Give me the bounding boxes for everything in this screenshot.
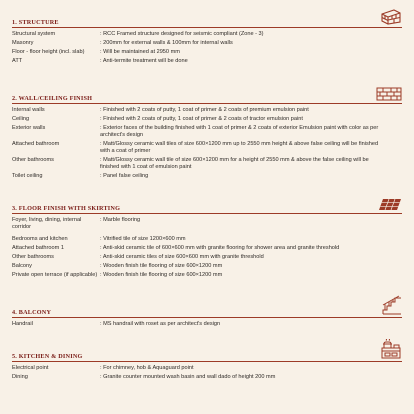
spec-row	[12, 271, 402, 280]
spec-label: Balcony	[12, 263, 32, 269]
spec-label: Masonry	[12, 40, 34, 46]
section-structure	[12, 10, 402, 66]
spec-row	[12, 262, 402, 271]
spec-value: : Wooden finish tile flooring of size 600×1200 mm	[100, 263, 402, 270]
spec-value: : Anti-skid ceramic tiles of size 600×600 mm with granite threshold	[100, 254, 402, 261]
spec-value: : Marble flooring	[100, 217, 402, 234]
section-balcony	[12, 300, 402, 329]
spec-row	[12, 124, 402, 140]
spec-row	[12, 235, 402, 244]
spec-row	[12, 106, 402, 115]
spec-row	[12, 320, 402, 329]
spec-value: : Matt/Glossy ceramic wall tile of size 600×1200 mm for a height of 2550 mm & above the false ceiling will be finished with 1 coat of emulsion paint	[100, 157, 402, 171]
spec-value: : Finished with 2 coats of putty, 1 coat of primer & 2 coats of premium emulsion paint	[100, 107, 402, 114]
spec-value: : Granite counter mounted wash basin and wall dado of height 200 mm	[100, 374, 402, 381]
section-divider	[12, 213, 402, 215]
spec-label: Electrical point	[12, 365, 49, 371]
spec-row	[12, 364, 402, 373]
spec-row	[12, 57, 402, 66]
spec-label: Attached bathroom 1	[12, 245, 64, 251]
spec-label: Handrail	[12, 321, 33, 327]
spec-row	[12, 140, 402, 156]
section-header	[12, 342, 402, 362]
spec-value: : Anti-termite treatment will be done	[100, 58, 402, 65]
spec-row	[12, 172, 402, 181]
spec-value: : 200mm for external walls & 100mm for internal walls	[100, 40, 402, 47]
spec-row	[12, 39, 402, 48]
spec-row	[12, 30, 402, 39]
section-kitchen-dining	[12, 342, 402, 382]
spec-value: : Vitrified tile of size 1200×600 mm	[100, 236, 402, 243]
spec-label: Private open terrace (if applicable)	[12, 272, 98, 278]
spec-value: : Finished with 2 coats of putty, 1 coat of primer & 2 coats of tractor emulsion paint	[100, 116, 402, 123]
spec-label: Bedrooms and kitchen	[12, 236, 68, 242]
spec-value: : Anti-skid ceramic tile of 600×600 mm with granite flooring for shower area and granite threshold	[100, 245, 402, 252]
spec-value: : Exterior faces of the building finished with 1 coat of primer & 2 coats of exterior Emulsion paint with color as per architect's design	[100, 125, 402, 139]
spec-row	[12, 115, 402, 124]
spec-label: ATT	[12, 58, 23, 64]
spec-value: : RCC Framed structure designed for seismic compliant (Zone - 3)	[100, 31, 402, 38]
section-title: 3. FLOOR FINISH WITH SKIRTING	[12, 205, 121, 212]
kitchen-stove-icon	[380, 339, 402, 359]
spec-value: : Wooden finish tile flooring of size 600×1200 mm	[100, 272, 402, 279]
specification-sheet	[12, 0, 402, 414]
spec-value: : For chimney, hob & Aquaguard point	[100, 365, 402, 372]
spec-value: : MS handrail with roset as per architect's design	[100, 321, 402, 328]
section-title: 5. KITCHEN & DINING	[12, 353, 83, 360]
spec-label: Toilet ceiling	[12, 173, 43, 179]
section-header	[12, 300, 402, 318]
brick-wall-icon	[376, 87, 402, 101]
spec-value: : Will be maintained at 2950 mm	[100, 49, 402, 56]
section-divider	[12, 103, 402, 105]
staircase-railing-icon	[382, 295, 402, 315]
spec-label: Exterior walls	[12, 125, 46, 131]
spec-label: Attached bathroom	[12, 141, 60, 147]
section-divider	[12, 27, 402, 29]
spec-value: : Matt/Glossy ceramic wall tiles of size 600×1200 mm up to 2550 mm height & above false ceiling will be finished with a coat of primer	[100, 141, 402, 155]
spec-label: Other bathrooms	[12, 157, 54, 163]
section-divider	[12, 317, 402, 319]
spec-label: Other bathrooms	[12, 254, 54, 260]
section-title: 1. STRUCTURE	[12, 19, 59, 26]
section-header	[12, 196, 402, 214]
section-floor-finish	[12, 196, 402, 280]
spec-row	[12, 244, 402, 253]
spec-label: Structural system	[12, 31, 56, 37]
spec-value: : Panel false ceiling	[100, 173, 402, 180]
spec-row	[12, 156, 402, 172]
spec-row	[12, 373, 402, 382]
spec-label: Dining	[12, 374, 28, 380]
spec-label: Foyer, living, dining, internal corridor	[12, 217, 82, 230]
spec-row	[12, 48, 402, 57]
section-header	[12, 86, 402, 104]
spec-row	[12, 216, 402, 235]
spec-label: Ceiling	[12, 116, 30, 122]
section-title: 2. WALL/CEILING FINISH	[12, 95, 93, 102]
spec-label: Internal walls	[12, 107, 45, 113]
section-divider	[12, 361, 402, 363]
floor-tile-icon	[378, 198, 402, 211]
spec-row	[12, 253, 402, 262]
section-header	[12, 10, 402, 28]
section-title: 4. BALCONY	[12, 309, 52, 316]
spec-label: Floor - floor height (incl. slab)	[12, 49, 85, 55]
section-wall-ceiling-finish	[12, 86, 402, 181]
brick-wall-icon	[380, 8, 402, 25]
